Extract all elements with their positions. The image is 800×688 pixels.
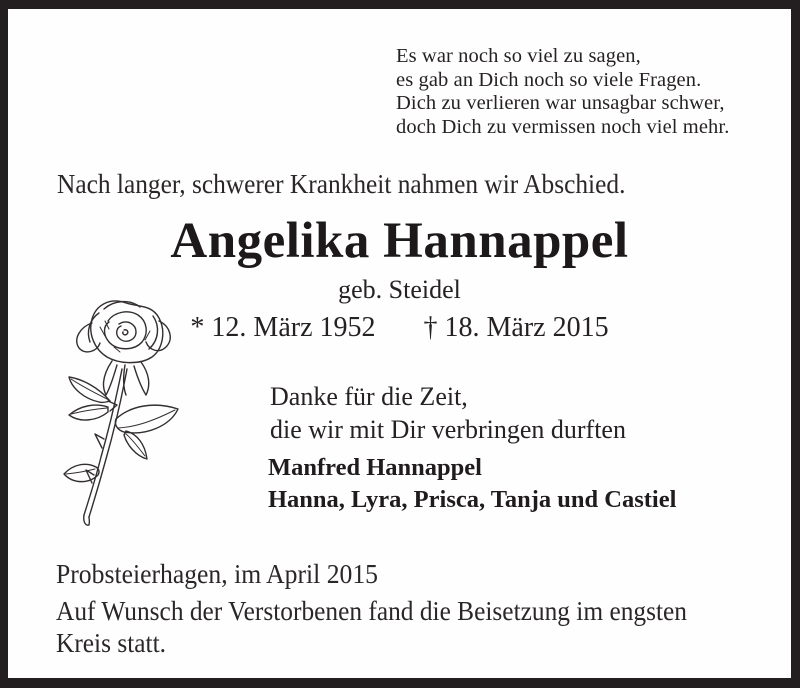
place-date: Probsteierhagen, im April 2015	[56, 559, 379, 589]
rose-icon	[54, 289, 194, 527]
mourners-names	[268, 452, 676, 516]
closing-line: Auf Wunsch der Verstorbenen fand die Beisetzung im engsten	[56, 596, 687, 626]
farewell-line: Nach langer, schwerer Krankheit nahmen wir Abschied.	[57, 169, 626, 199]
deceased-name: Angelika Hannappel	[170, 213, 629, 269]
poem-line: Dich zu verlieren war unsagbar schwer,	[396, 92, 725, 114]
mourner-line: Manfred Hannappel	[268, 454, 482, 481]
birth-date: * 12. März 1952	[190, 312, 376, 343]
closing-line: Kreis statt.	[56, 627, 166, 658]
poem	[396, 45, 729, 139]
thanks-line: Danke für die Zeit,	[270, 382, 468, 411]
mourner-line: Hanna, Lyra, Prisca, Tanja und Castiel	[268, 486, 677, 513]
closing-text	[56, 596, 687, 659]
death-date: † 18. März 2015	[423, 312, 609, 343]
thanks-text	[270, 380, 626, 446]
maiden-name: geb. Steidel	[338, 275, 461, 304]
thanks-line: die wir mit Dir verbringen durften	[270, 415, 626, 444]
poem-line: doch Dich zu vermissen noch viel mehr.	[396, 115, 730, 138]
poem-line: Es war noch so viel zu sagen,	[396, 45, 641, 67]
poem-line: es gab an Dich noch so viele Fragen.	[396, 68, 702, 91]
